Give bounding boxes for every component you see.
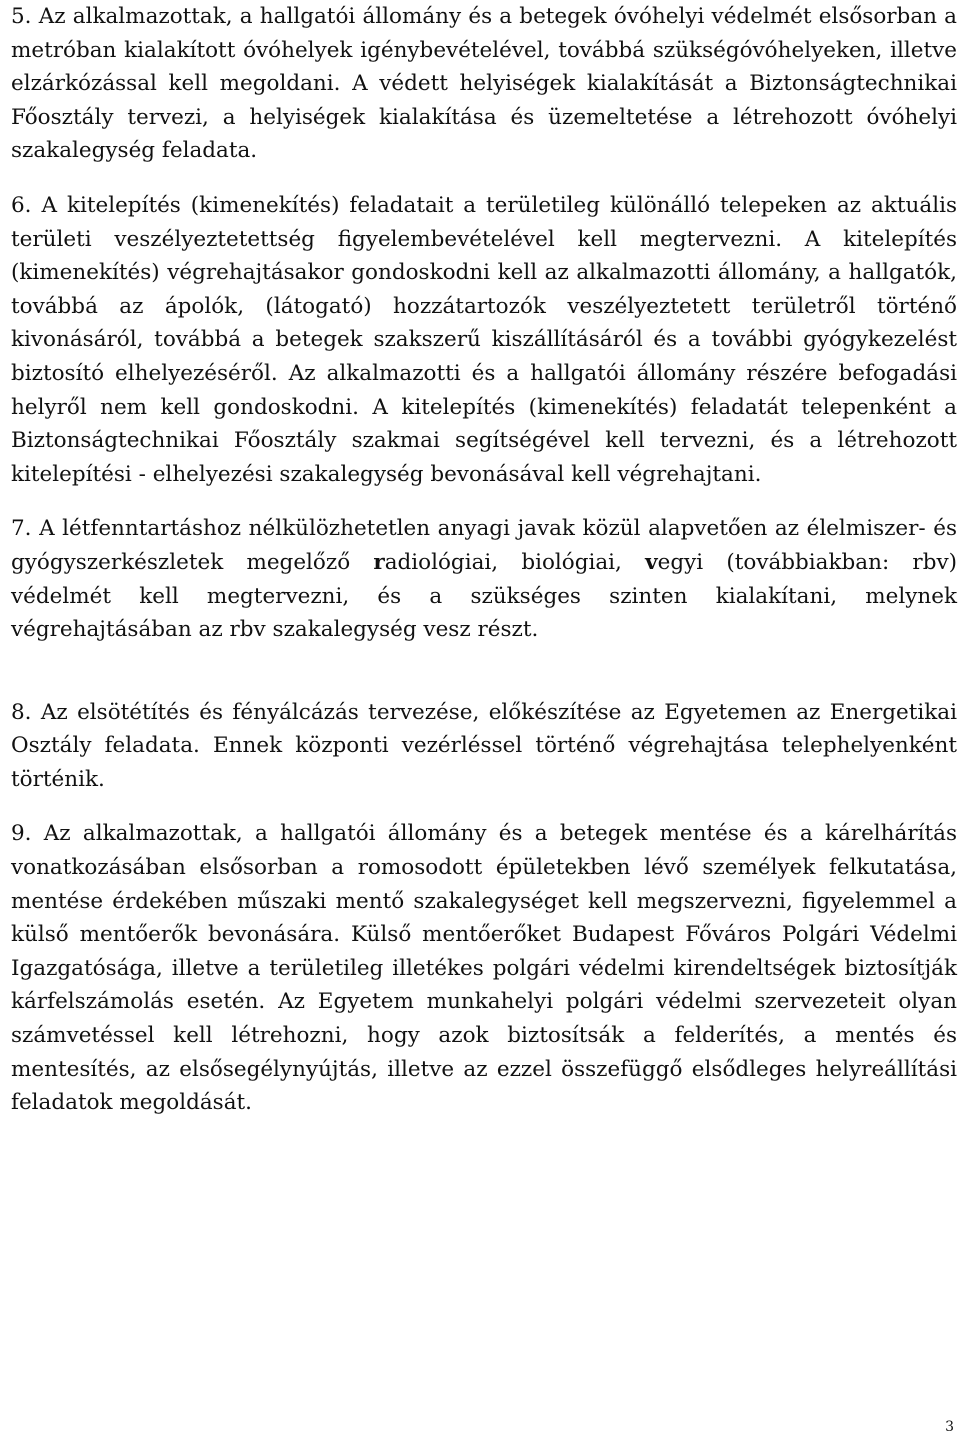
paragraph-number: 8.	[11, 699, 32, 725]
paragraph-text-part-c: egyi (továbbiakban: rbv) védelmét kell megtervezni, és a szükséges szinten kialakítani, melynek végrehajtásában az rbv szakalegység vesz részt.	[11, 549, 957, 643]
paragraph-5	[11, 0, 957, 168]
paragraph-text: A kitelepítés (kimenekítés) feladatait a területileg különálló telepeken az aktuális területi veszélyeztetettség figyelembevételével kell megtervezni. A kitelepítés (kimenekítés) végrehajtásakor gondoskodni kell az alkalmazotti állomány, a hallgatók, továbbá az ápolók, (látogató) hozzátartozók veszélyeztetett területről történő kivonásáról, továbbá a betegek szakszerű kiszállításáról és a további gyógykezelést biztosító elhelyezéséről. Az alkalmazotti és a hallgatói állomány részére befogadási helyről nem kell gondoskodni. A kitelepítés (kimenekítés) feladatát telepenként a Biztonságtechnikai Főosztály szakmai segítségével kell tervezni, és a létrehozott kitelepítési - elhelyezési szakalegység bevonásával kell végrehajtani.	[11, 192, 957, 487]
paragraph-number: 6.	[11, 192, 32, 218]
paragraph-number: 7.	[11, 516, 32, 542]
bold-letter-v: v	[645, 549, 658, 575]
paragraph-number: 5.	[11, 4, 32, 29]
paragraph-6	[11, 189, 957, 491]
paragraph-text: Az elsötétítés és fényálcázás tervezése, előkészítése az Egyetemen az Energetikai Osztály feladata. Ennek központi vezérléssel történő végrehajtása telephelyenként történik.	[11, 699, 957, 792]
paragraph-8	[11, 696, 957, 797]
paragraph-9	[11, 817, 957, 1119]
paragraph-text-part-b: adiológiai, biológiai,	[384, 549, 646, 575]
paragraph-7	[11, 512, 957, 646]
document-page	[11, 0, 957, 1120]
paragraph-text-part-a: A létfenntartáshoz nélkülözhetetlen anyagi javak közül alapvetően az élelmiszer- és gyógyszerkészletek megelőző	[11, 516, 957, 575]
bold-letter-r: r	[373, 549, 385, 575]
paragraph-text: Az alkalmazottak, a hallgatói állomány és a betegek mentése és a kárelhárítás vonatkozásában elsősorban a romosodott épületekben lévő személyek felkutatása, mentése érdekében műszaki mentő szakalegységet kell megszervezni, figyelemmel a külső mentőerők bevonására. Külső mentőerőket Budapest Főváros Polgári Védelmi Igazgatósága, illetve a területileg illetékes polgári védelmi kirendeltségek biztosítják kárfelszámolás esetén. Az Egyetem munkahelyi polgári védelmi szervezeteit olyan számvetéssel kell létrehozni, hogy azok biztosítsák a felderítés, a mentés és mentesítés, az elsősegélynyújtás, illetve az ezzel összefüggő elsődleges helyreállítási feladatok megoldását.	[11, 821, 957, 1116]
paragraph-number: 9.	[11, 821, 32, 847]
page-number: 3	[945, 1419, 954, 1435]
paragraph-text: Az alkalmazottak, a hallgatói állomány és a betegek óvóhelyi védelmét elsősorban a metróban kialakított óvóhelyek igénybevételével, továbbá szükségóvóhelyeken, illetve elzárkózással kell megoldani. A védett helyiségek kialakítását a Biztonságtechnikai Főosztály tervezi, a helyiségek kialakítása és üzemeltetése a létrehozott óvóhelyi szakalegység feladata.	[11, 4, 957, 164]
